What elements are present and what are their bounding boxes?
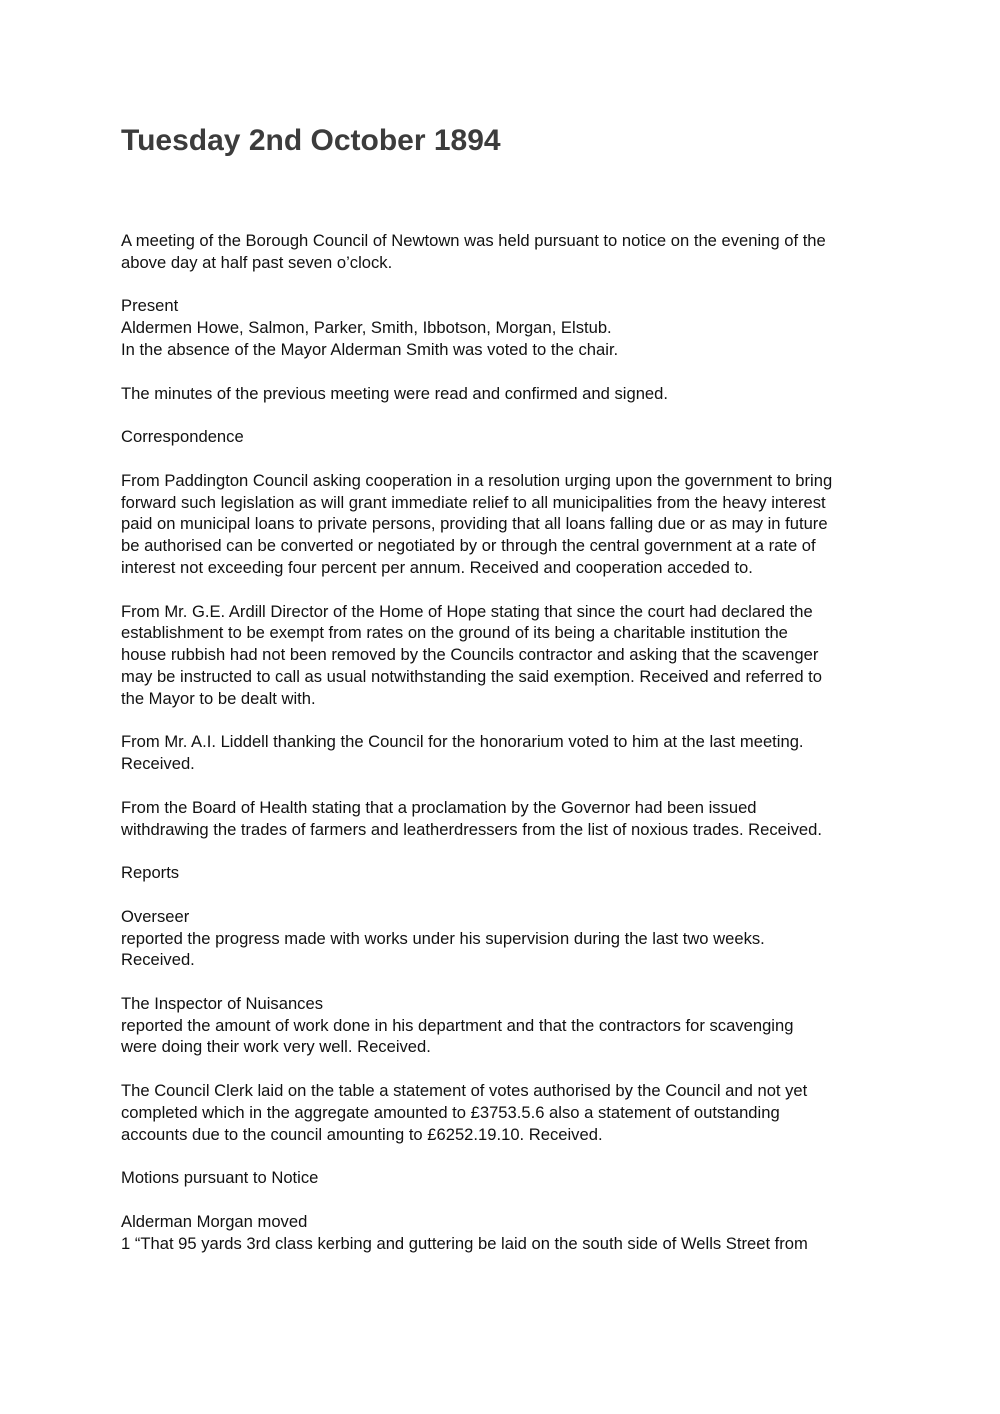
paragraph-board-of-health: From the Board of Health stating that a proclamation by the Governor had been issued withdrawing the trades of farmers and leatherdressers from the list of noxious trades. Received. <box>121 797 822 839</box>
paragraph-minutes: The minutes of the previous meeting were read and confirmed and signed. <box>121 383 668 403</box>
paragraph-meeting-intro: A meeting of the Borough Council of Newtown was held pursuant to notice on the evening of the above day at half past seven o’clock. <box>121 231 826 272</box>
paragraph-council-clerk: The Council Clerk laid on the table a statement of votes authorised by the Council and not yet completed which in the aggregate amounted to £3753.5.6 also a statement of outstanding accounts due to the council amounting to £6252.19.10. Received. <box>121 1081 808 1144</box>
paragraph-overseer: Overseer reported the progress made with works under his supervision during the last two weeks. Received. <box>121 906 765 970</box>
page-title: Tuesday 2nd October 1894 <box>121 124 501 157</box>
paragraph-paddington-council: From Paddington Council asking cooperation in a resolution urging upon the government to bring forward such legislation as will grant immediate relief to all municipalities from the heavy interest paid on municipal loans to private persons, providing that all loans falling due or as may in future be authorised can be converted or negotiated by or through the central government at a rate of interest not exceeding four percent per annum. Received and cooperation acceded to. <box>121 470 833 577</box>
paragraph-home-of-hope: From Mr. G.E. Ardill Director of the Home of Hope stating that since the court had declared the establishment to be exempt from rates on the ground of its being a charitable institution the house rubbish had not been removed by the Councils contractor and asking that the scavenger may be instructed to call as usual notwithstanding the said exemption. Received and referred to the Mayor to be dealt with. <box>121 601 823 708</box>
heading-reports: Reports <box>121 863 180 883</box>
heading-motions: Motions pursuant to Notice <box>121 1168 319 1188</box>
paragraph-inspector-of-nuisances: The Inspector of Nuisances reported the amount of work done in his department and that the contractors for scavenging were doing their work very well. Received. <box>121 993 794 1057</box>
document-body <box>121 230 891 1254</box>
paragraph-present: Present Aldermen Howe, Salmon, Parker, Smith, Ibbotson, Morgan, Elstub. In the absence of the Mayor Alderman Smith was voted to the chair. <box>121 296 619 359</box>
paragraph-alderman-morgan-motion: Alderman Morgan moved 1 “That 95 yards 3rd class kerbing and guttering be laid on the south side of Wells Street from <box>121 1211 808 1253</box>
heading-correspondence: Correspondence <box>121 427 244 447</box>
paragraph-liddell: From Mr. A.I. Liddell thanking the Council for the honorarium voted to him at the last meeting. Received. <box>121 732 804 774</box>
